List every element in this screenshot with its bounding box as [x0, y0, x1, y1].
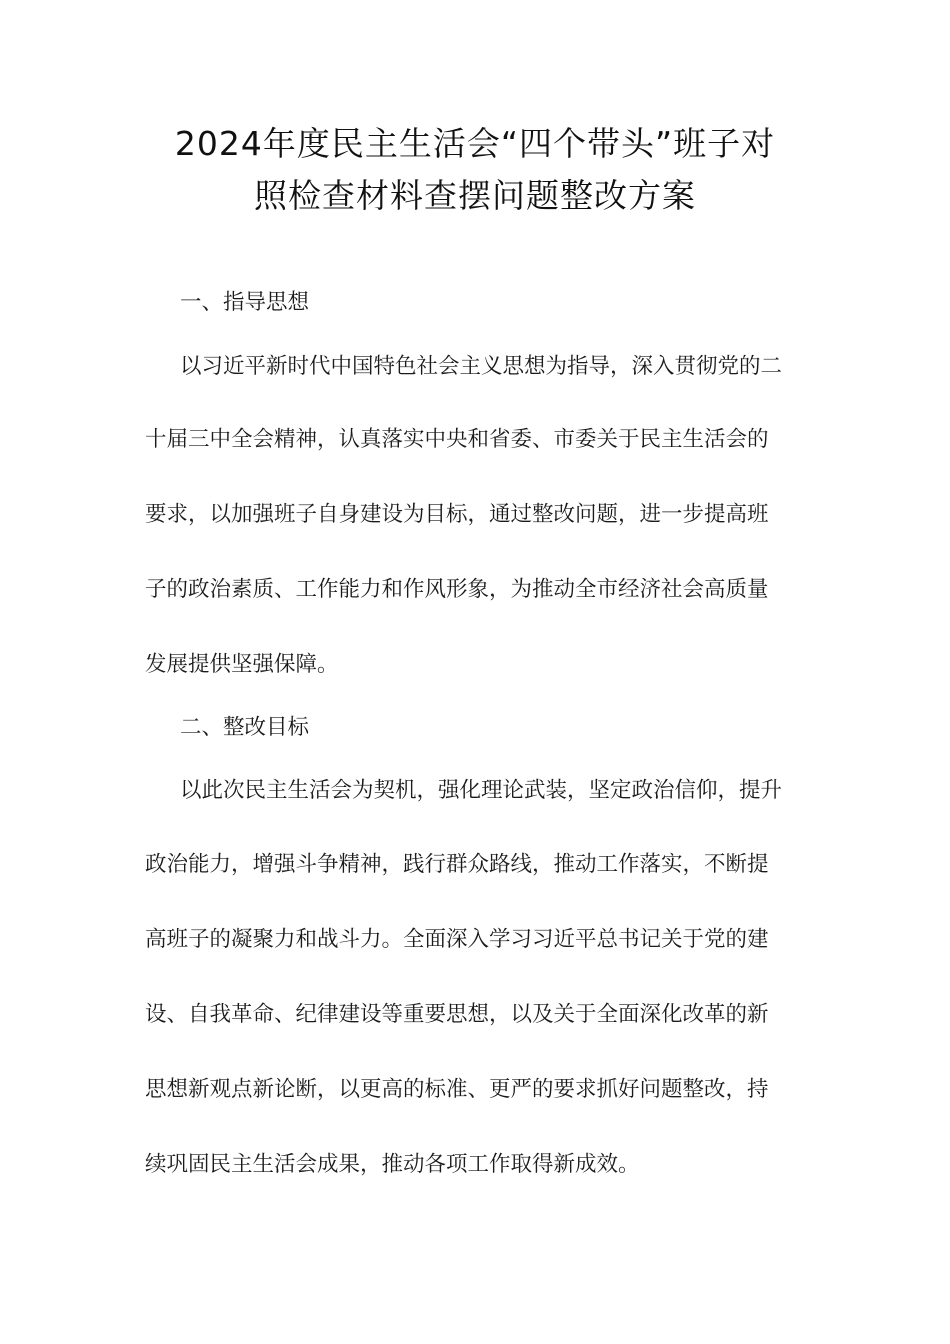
- paragraph-line: 思想新观点新论断，以更高的标准、更严的要求抓好问题整改，持: [145, 1077, 769, 1102]
- paragraph-line: 十届三中全会精神，认真落实中央和省委、市委关于民主生活会的: [145, 427, 769, 452]
- section-heading-guiding-thought: 一、指导思想: [180, 290, 310, 315]
- paragraph-line: 续巩固民主生活会成果，推动各项工作取得新成效。: [145, 1152, 640, 1177]
- paragraph-line: 以此次民主生活会为契机，强化理论武装，坚定政治信仰，提升: [180, 778, 783, 803]
- title-line-1: 2024年度民主生活会“四个带头”班子对: [174, 124, 776, 163]
- paragraph-line: 发展提供坚强保障。: [145, 652, 339, 677]
- section-heading-rectification-goals: 二、整改目标: [180, 715, 310, 740]
- paragraph-line: 要求，以加强班子自身建设为目标，通过整改问题，进一步提高班: [145, 502, 769, 527]
- paragraph-line: 政治能力，增强斗争精神，践行群众路线，推动工作落实，不断提: [145, 852, 769, 877]
- paragraph-line: 子的政治素质、工作能力和作风形象，为推动全市经济社会高质量: [145, 577, 769, 602]
- document-title: [120, 118, 830, 222]
- paragraph-line: 高班子的凝聚力和战斗力。全面深入学习习近平总书记关于党的建: [145, 927, 769, 952]
- title-line-2: 照检查材料查摆问题整改方案: [254, 176, 696, 215]
- paragraph-line: 设、自我革命、纪律建设等重要思想，以及关于全面深化改革的新: [145, 1002, 769, 1027]
- paragraph-line: 以习近平新时代中国特色社会主义思想为指导，深入贯彻党的二: [180, 354, 783, 379]
